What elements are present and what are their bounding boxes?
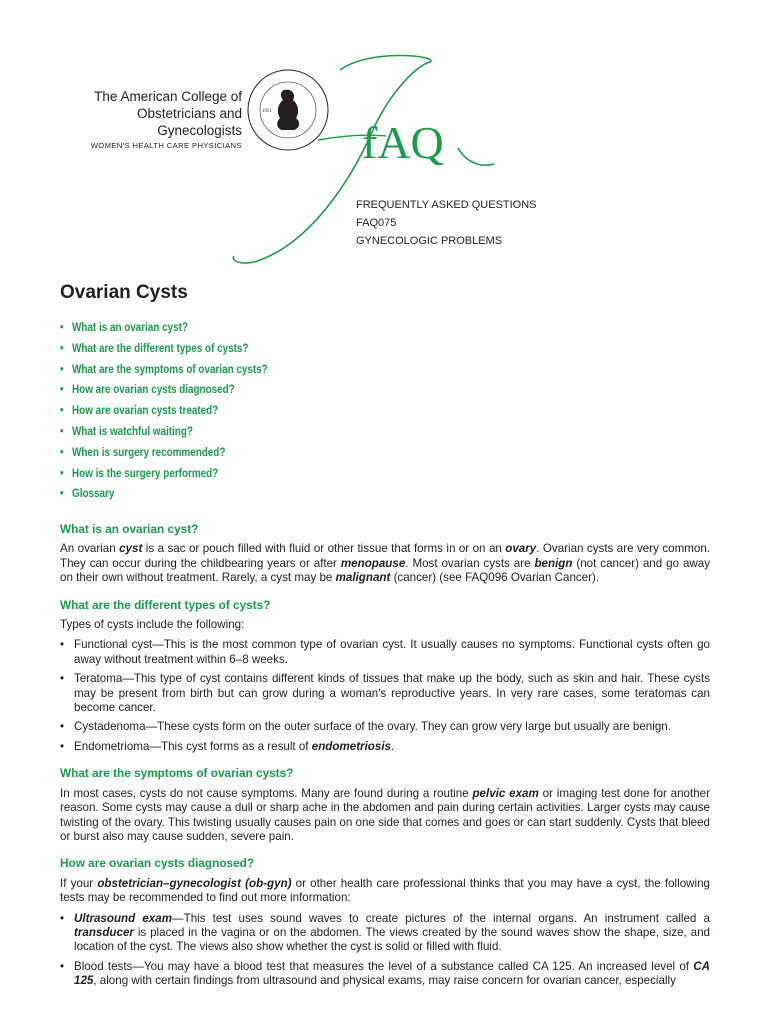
glossary-term: menopause	[340, 556, 406, 570]
section-heading: What is an ovarian cyst?	[60, 522, 199, 536]
glossary-term: obstetrician–gynecologist (ob-gyn)	[97, 876, 292, 890]
toc-link[interactable]: • How are ovarian cysts treated?	[60, 405, 219, 418]
paragraph: If your obstetrician–gynecologist (ob-gyn) or other health care professional thinks that you may have a cyst, the following tests may be recommended to find out more information:	[60, 876, 710, 905]
toc-link[interactable]: • How are ovarian cysts diagnosed?	[60, 384, 235, 397]
glossary-term: transducer	[74, 925, 134, 939]
faq-info-block	[356, 196, 537, 250]
toc-link[interactable]: • What is an ovarian cyst?	[60, 322, 189, 334]
section-what-is	[60, 522, 710, 586]
org-name-line2: Obstetricians and Gynecologists	[136, 106, 242, 138]
section-heading: What are the different types of cysts?	[60, 597, 271, 612]
paragraph: An ovarian cyst is a sac or pouch filled with fluid or other tissue that forms in or on an ovary. Ovarian cysts are very common. They can occur during the childbearing years or after menopause. Most ovarian cysts are benign (not cancer) and go away on their own without treatment. Rarely, a cyst may be malignant (cancer) (see FAQ096 Ovarian Cancer).	[60, 542, 711, 585]
glossary-term: CA 125	[74, 959, 710, 988]
glossary-term: benign	[534, 556, 573, 570]
list-item: • Cystadenoma—These cysts form on the outer surface of the ovary. They can grow very large but usually are benign.	[60, 720, 710, 734]
section-types	[60, 598, 710, 755]
toc-link[interactable]: • What are the symptoms of ovarian cysts?	[60, 363, 268, 376]
glossary-term: endometriosis	[311, 739, 391, 753]
org-name-line1: The American College of	[94, 89, 242, 104]
paragraph: In most cases, cysts do not cause symptoms. Many are found during a routine pelvic exam or imaging test done for another reason. Some cysts may cause a dull or sharp ache in the abdomen and pain during certain activities. Larger cysts may cause twisting of the ovary. This twisting usually causes pain on one side that comes and goes or can start suddenly. Cysts that bleed or burst also may cause sudden, severe pain.	[60, 786, 710, 843]
glossary-term: ovary	[505, 542, 537, 556]
toc-link[interactable]: • What are the different types of cysts?	[60, 342, 249, 355]
paragraph: Types of cysts include the following:	[60, 618, 245, 632]
toc-link[interactable]: • When is surgery recommended?	[60, 446, 226, 459]
glossary-term: pelvic exam	[472, 786, 539, 800]
faq-label: FREQUENTLY ASKED QUESTIONS	[356, 199, 537, 211]
section-symptoms	[60, 766, 710, 844]
faq-logo-text: fAQ	[362, 117, 444, 168]
glossary-term: cyst	[119, 542, 143, 556]
list-item: • Ultrasound exam—This test uses sound waves to create pictures of the internal organs. An instrument called a transducer is placed in the vagina or on the abdomen. The views created by the sound waves show the shape, size, and location of the cyst. The views also show whether the cyst is solid or filled with fluid.	[60, 912, 710, 955]
bullet-list	[60, 912, 710, 989]
glossary-term: Ultrasound exam	[74, 911, 173, 925]
org-tagline: WOMEN'S HEALTH CARE PHYSICIANS	[90, 141, 242, 150]
section-heading: What are the symptoms of ovarian cysts?	[60, 766, 294, 781]
page-title: Ovarian Cysts	[60, 282, 188, 303]
list-item: • Endometrioma—This cyst forms as a result of endometriosis.	[60, 740, 710, 754]
toc-link[interactable]: • Glossary	[60, 488, 115, 501]
section-heading: How are ovarian cysts diagnosed?	[60, 856, 255, 871]
article-body	[60, 522, 710, 1001]
list-item: • Teratoma—This type of cyst contains different kinds of tissues that make up the body, such as skin and hair. These cysts may be present from birth but can grow during a woman's reproductive years. In very rare cases, some teratomas can become cancer.	[60, 672, 710, 715]
list-item: • Blood tests—You may have a blood test that measures the level of a substance called CA 125. An increased level of CA 125, along with certain findings from ultrasound and physical exams, may raise concern for ovarian cancer, especially	[60, 960, 710, 989]
toc-link[interactable]: • How is the surgery performed?	[60, 467, 219, 480]
section-diagnosis	[60, 856, 710, 988]
seal-year: 1951	[262, 109, 272, 114]
table-of-contents	[60, 320, 302, 507]
faq-number: FAQ075	[356, 217, 397, 229]
toc-link[interactable]: • What is watchful waiting?	[60, 425, 193, 438]
list-item: • Functional cyst—This is the most common type of ovarian cyst. It usually causes no symptoms. Functional cysts often go away without treatment within 6–8 weeks.	[60, 638, 710, 667]
faq-category: GYNECOLOGIC PROBLEMS	[356, 235, 503, 247]
glossary-term: malignant	[335, 571, 391, 585]
bullet-list	[60, 638, 710, 754]
